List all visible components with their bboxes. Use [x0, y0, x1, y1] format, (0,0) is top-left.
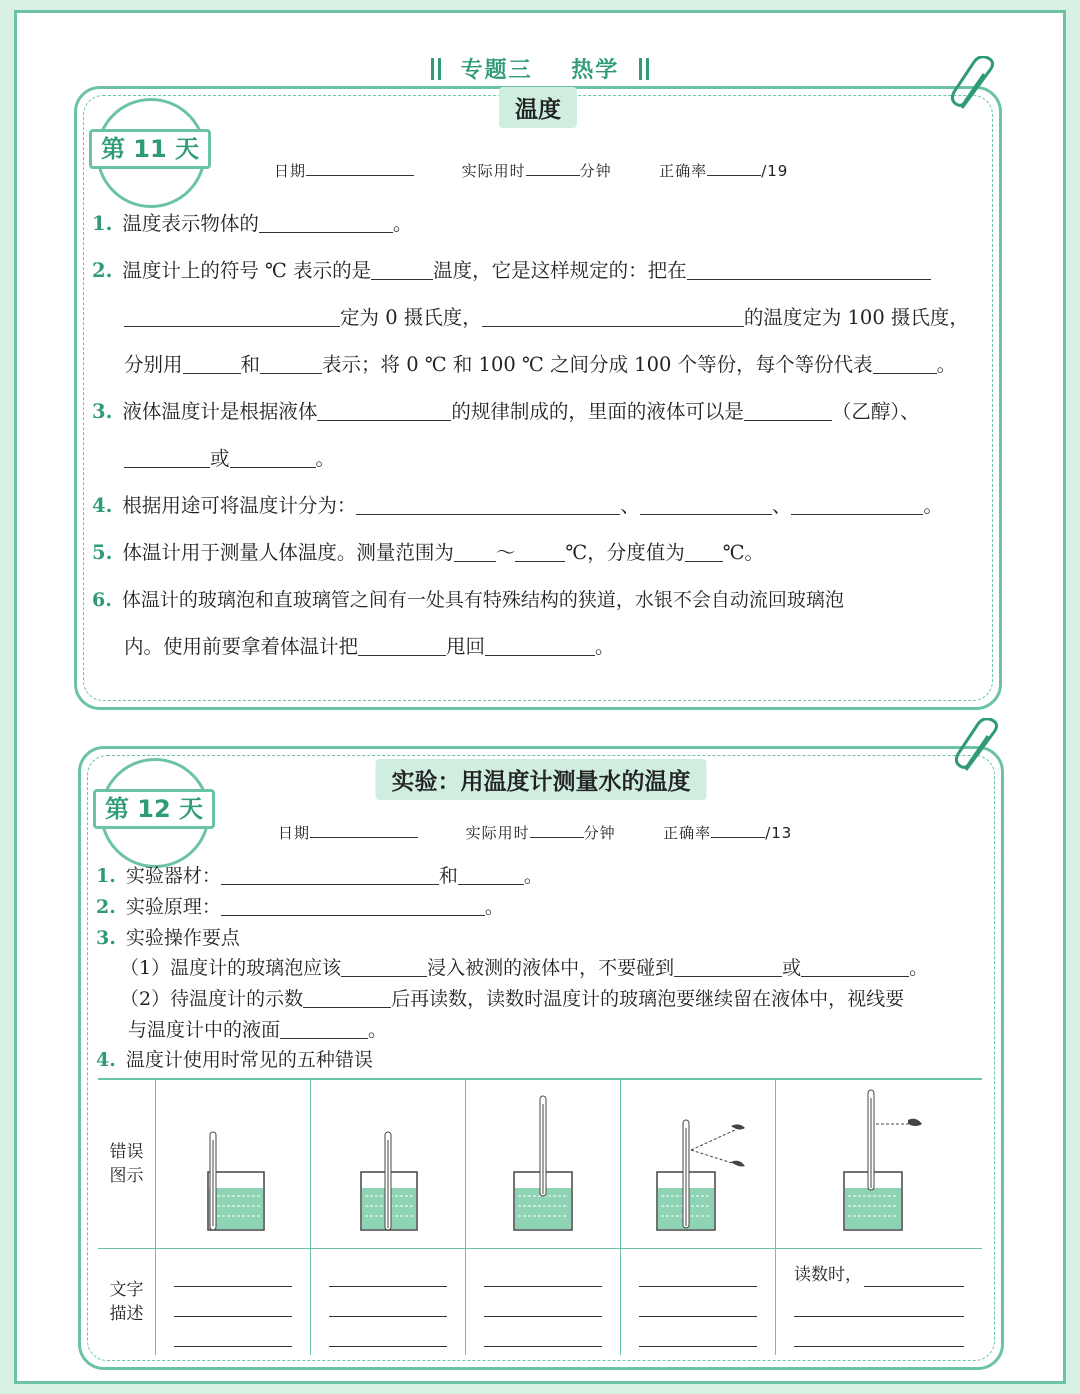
answer-blank[interactable] — [124, 448, 210, 468]
figure-cell — [621, 1079, 776, 1249]
paperclip-icon — [948, 56, 1004, 116]
day11-q1: 1. 温度表示物体的 。 — [92, 212, 413, 235]
day11-q2: 2. 温度计上的符号 ℃ 表示的是 温度，它是这样规定的：把在 — [92, 259, 931, 283]
read-label: 读数时， — [794, 1264, 862, 1285]
answer-blank[interactable] — [685, 542, 723, 562]
day11-q5: 5. 体温计用于测量人体温度。测量范围为 ～ ℃，分度值为 ℃。 — [92, 541, 765, 564]
answer-blank[interactable] — [280, 1019, 368, 1039]
answer-blank[interactable] — [458, 865, 524, 885]
day12-badge-label: 第 12 天 — [93, 789, 215, 829]
section-header — [17, 53, 1063, 84]
accuracy-field[interactable] — [711, 824, 765, 838]
answer-blank[interactable] — [356, 495, 620, 515]
answer-blank[interactable] — [341, 957, 427, 977]
answer-blank[interactable] — [515, 542, 565, 562]
day11-q6-line2: 内。使用前要拿着体温计把 甩回 。 — [124, 635, 615, 658]
figure-cell — [156, 1079, 311, 1249]
answer-blank[interactable] — [687, 260, 931, 280]
day11-title: 温度 — [499, 87, 577, 128]
section-title: 专题三 热学 — [460, 58, 620, 83]
answer-blank[interactable] — [791, 495, 923, 515]
day11-q3-line2: 或 。 — [124, 447, 335, 471]
beaker-icon — [776, 1080, 982, 1244]
day11-badge-label: 第 11 天 — [89, 129, 211, 169]
day12-badge — [100, 758, 210, 868]
day12-meta: 日期 实际用时 分钟 正确率 /13 — [278, 824, 793, 842]
answer-blank[interactable] — [260, 354, 322, 374]
beaker-icon — [466, 1080, 620, 1244]
day12-title: 实验：用温度计测量水的温度 — [376, 759, 707, 800]
answer-blank[interactable] — [482, 307, 744, 327]
answer-blank[interactable] — [221, 896, 485, 916]
answer-blank[interactable] — [873, 354, 937, 374]
answer-blank[interactable] — [303, 988, 391, 1008]
errors-table — [98, 1078, 982, 1355]
answer-blank[interactable] — [371, 260, 433, 280]
row-label-description: 文字 描述 — [98, 1249, 156, 1355]
answer-blank[interactable] — [485, 636, 595, 656]
beaker-icon — [156, 1080, 310, 1244]
day12-q3-step1: （1）温度计的玻璃泡应该 浸入被测的液体中，不要碰到 或 。 — [120, 957, 929, 979]
beaker-icon — [621, 1080, 775, 1244]
description-cell[interactable] — [621, 1249, 776, 1355]
answer-blank[interactable] — [358, 636, 446, 656]
day12-q3-step3: 与温度计中的液面 。 — [128, 1019, 388, 1041]
date-field[interactable] — [306, 162, 414, 176]
day11-q3: 3. 液体温度计是根据液体 的规律制成的，里面的液体可以是 （乙醇）、 — [92, 400, 920, 423]
description-cell[interactable] — [311, 1249, 466, 1355]
day12-q4: 4. 温度计使用时常见的五种错误 — [96, 1049, 373, 1071]
figure-cell — [466, 1079, 621, 1249]
answer-blank[interactable] — [640, 495, 772, 515]
figure-cell — [776, 1079, 983, 1249]
day12-q3-step2: （2）待温度计的示数 后再读数，读数时温度计的玻璃泡要继续留在液体中，视线要 — [120, 988, 905, 1010]
answer-blank[interactable] — [221, 865, 439, 885]
date-field[interactable] — [310, 824, 418, 838]
description-cell[interactable] — [156, 1249, 311, 1355]
description-cell[interactable] — [776, 1249, 983, 1355]
day12-q2: 2. 实验原理： 。 — [96, 896, 504, 918]
answer-blank[interactable] — [230, 448, 316, 468]
day11-q6: 6. 体温计的玻璃泡和直玻璃管之间有一处具有特殊结构的狭道，水银不会自动流回玻璃泡 — [92, 589, 844, 611]
time-field[interactable] — [526, 162, 580, 176]
time-field[interactable] — [530, 824, 584, 838]
paperclip-icon — [952, 718, 1008, 778]
answer-blank[interactable] — [259, 213, 393, 233]
description-cell[interactable] — [466, 1249, 621, 1355]
answer-blank[interactable] — [674, 957, 782, 977]
day12-q3: 3. 实验操作要点 — [96, 927, 240, 949]
answer-blank[interactable] — [454, 542, 496, 562]
figure-cell — [311, 1079, 466, 1249]
day11-q2-line3: 分别用 和 表示；将 0 ℃ 和 100 ℃ 之间分成 100 个等份，每个等份代表 。 — [124, 353, 957, 376]
answer-blank[interactable] — [744, 401, 832, 421]
answer-blank[interactable] — [801, 957, 909, 977]
answer-blank[interactable] — [317, 401, 451, 421]
answer-blank[interactable] — [183, 354, 241, 374]
day11-q2-line2: 定为 0 摄氏度， 的温度定为 100 摄氏度， — [124, 306, 969, 330]
beaker-icon — [311, 1080, 465, 1244]
day11-badge — [96, 98, 206, 208]
row-label-figure: 错误 图示 — [98, 1079, 156, 1249]
day11-q4: 4. 根据用途可将温度计分为： 、 、 。 — [92, 494, 943, 517]
answer-blank[interactable] — [124, 307, 340, 327]
day11-meta: 日期 实际用时 分钟 正确率 /19 — [274, 162, 789, 180]
day12-q1: 1. 实验器材： 和 。 — [96, 865, 543, 887]
accuracy-field[interactable] — [707, 162, 761, 176]
